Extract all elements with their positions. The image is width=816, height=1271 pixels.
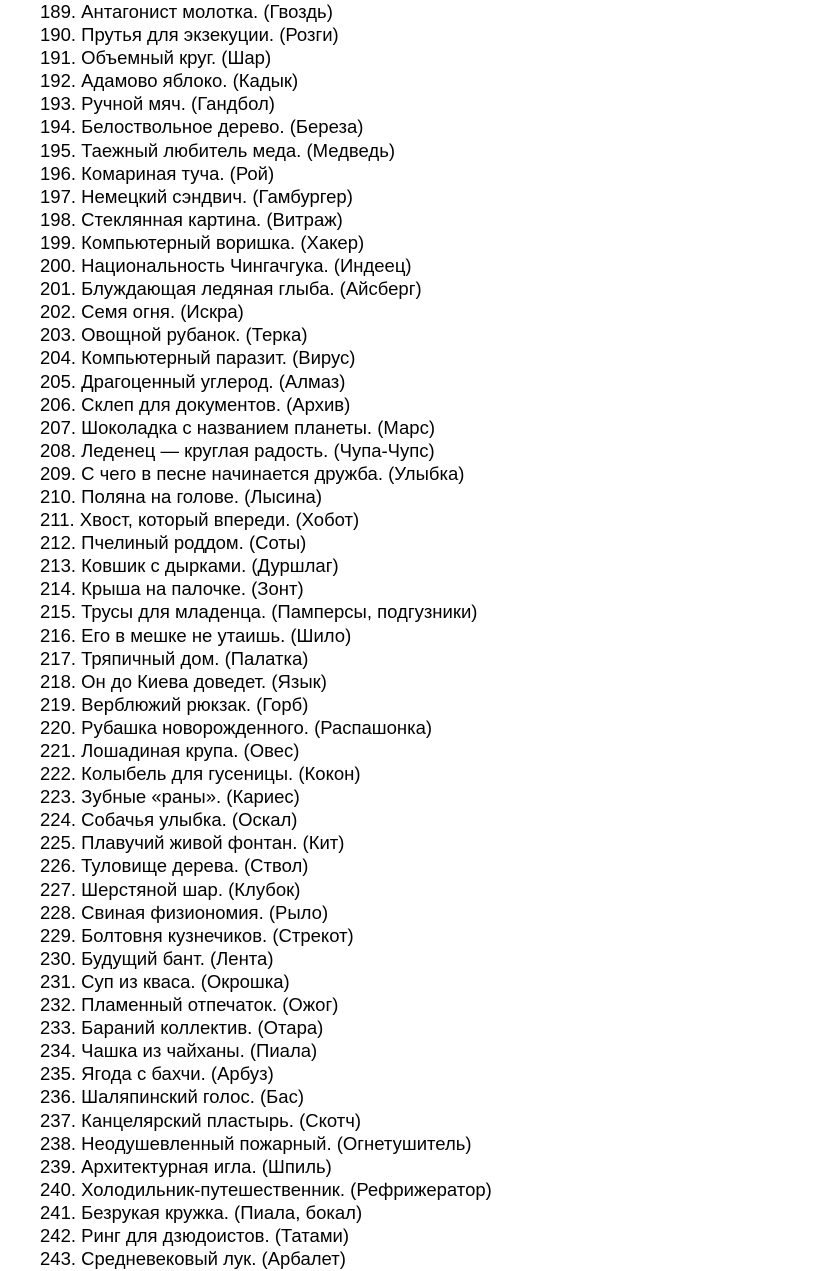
riddle-number: 198. [40, 208, 77, 230]
list-item [40, 139, 800, 162]
riddle-answer: (Распашонка) [314, 716, 433, 738]
riddle-question: Прутья для экзекуции. [81, 24, 275, 46]
list-item [40, 185, 800, 208]
riddle-number: 217. [40, 647, 77, 669]
riddle-answer: (Язык) [271, 670, 327, 692]
riddle-answer: (Овес) [243, 740, 300, 761]
riddle-question: Неодушевленный пожарный. [81, 1132, 332, 1154]
riddle-question: Бараний коллектив. [81, 1017, 253, 1039]
riddle-number: 239. [40, 1155, 77, 1177]
riddle-number: 202. [40, 301, 77, 323]
riddle-question: Леденец — круглая радость. [81, 439, 329, 461]
list-item [40, 462, 800, 485]
riddle-number: 240. [40, 1178, 77, 1200]
list-item [40, 508, 800, 531]
riddle-answer: (Хобот) [295, 509, 360, 531]
riddle-number: 214. [40, 578, 77, 600]
list-item [40, 970, 800, 993]
riddle-answer: (Памперсы, подгузники) [271, 601, 478, 623]
riddle-question: Комариная туча. [81, 162, 225, 184]
list-item [40, 716, 800, 739]
riddle-answer: (Искра) [180, 301, 244, 323]
list-item [40, 115, 800, 138]
list-item [40, 854, 800, 877]
riddle-answer: (Марс) [377, 416, 435, 438]
riddle-number: 197. [40, 185, 77, 207]
riddle-number: 210. [40, 485, 77, 507]
riddle-question: Свиная физиономия. [81, 901, 264, 923]
list-item [40, 1178, 800, 1201]
list-item [40, 600, 800, 623]
riddle-number: 229. [40, 924, 77, 946]
riddle-number: 227. [40, 878, 77, 900]
riddle-number: 206. [40, 393, 77, 415]
list-item [40, 370, 800, 393]
list-item [40, 1247, 800, 1270]
riddle-question: Белоствольное дерево. [81, 116, 285, 138]
riddle-answer: (Татами) [274, 1224, 350, 1246]
list-item [40, 231, 800, 254]
riddle-number: 205. [40, 370, 77, 392]
list-item [40, 1132, 800, 1155]
list-item [40, 993, 800, 1016]
list-item [40, 254, 800, 277]
riddle-question: Ковшик с дырками. [81, 555, 247, 577]
riddle-question: Канцелярский пластырь. [81, 1109, 294, 1131]
list-item [40, 762, 800, 785]
riddle-number: 199. [40, 231, 77, 253]
riddle-number: 193. [40, 93, 77, 115]
riddle-number: 230. [40, 947, 77, 969]
riddle-answer: (Айсберг) [339, 278, 422, 300]
riddle-number: 195. [40, 139, 77, 161]
list-item [40, 1155, 800, 1178]
riddle-answer: (Хакер) [300, 231, 365, 253]
list-item [40, 554, 800, 577]
list-item [40, 1085, 800, 1108]
riddle-number: 196. [40, 162, 77, 184]
riddle-question: Ринг для дзюдоистов. [81, 1224, 270, 1246]
riddle-answer: (Палатка) [224, 647, 309, 669]
list-item [40, 878, 800, 901]
riddle-question: Безрукая кружка. [81, 1201, 229, 1223]
riddle-answer: (Огнетушитель) [336, 1132, 472, 1154]
riddle-question: Трусы для младенца. [81, 601, 267, 623]
list-item [40, 46, 800, 69]
riddle-answer: (Окрошка) [200, 970, 290, 992]
riddle-question: Склеп для документов. [81, 393, 281, 415]
list-item [40, 785, 800, 808]
riddle-number: 236. [40, 1086, 77, 1108]
list-item [40, 162, 800, 185]
riddle-answer: (Кариес) [226, 786, 300, 808]
riddle-number: 191. [40, 47, 77, 69]
riddle-question: Поляна на голове. [81, 485, 240, 507]
list-item [40, 439, 800, 462]
riddle-answer: (Оскал) [231, 809, 298, 831]
riddle-number: 209. [40, 462, 77, 484]
riddle-answer: (Кокон) [298, 763, 361, 785]
riddle-number: 221. [40, 740, 77, 761]
riddle-number: 189. [40, 1, 77, 22]
list-item [40, 23, 800, 46]
riddle-answer: (Терка) [245, 324, 308, 346]
riddle-answer: (Рефрижератор) [350, 1178, 492, 1200]
riddle-answer: (Гамбургер) [252, 185, 353, 207]
riddle-number: 231. [40, 970, 77, 992]
riddle-number: 237. [40, 1109, 77, 1131]
riddle-number: 243. [40, 1248, 77, 1270]
riddle-answer: (Алмаз) [278, 370, 346, 392]
riddle-answer: (Кит) [302, 832, 345, 854]
riddle-question: Ручной мяч. [81, 93, 186, 115]
riddle-answer: (Пиала) [249, 1040, 318, 1062]
riddle-number: 204. [40, 347, 77, 369]
riddle-number: 228. [40, 901, 77, 923]
riddle-question: Немецкий сэндвич. [81, 185, 248, 207]
riddle-question: Он до Киева доведет. [81, 670, 267, 692]
riddle-number: 192. [40, 70, 77, 92]
document-page [40, 0, 800, 1270]
riddle-question: Шоколадка с названием планеты. [81, 416, 373, 438]
riddle-question: Колыбель для гусеницы. [81, 763, 294, 785]
riddle-question: Туловище дерева. [81, 855, 239, 877]
list-item [40, 92, 800, 115]
riddle-answer: (Лысина) [244, 485, 323, 507]
riddle-answer: (Рой) [229, 162, 275, 184]
riddle-list [40, 0, 800, 1270]
riddle-number: 219. [40, 693, 77, 715]
list-item [40, 208, 800, 231]
riddle-question: Стеклянная картина. [81, 208, 262, 230]
list-item [40, 924, 800, 947]
riddle-question: Пламенный отпечаток. [81, 994, 278, 1016]
list-item [40, 1016, 800, 1039]
riddle-question: Блуждающая ледяная глыба. [81, 278, 335, 300]
list-item [40, 485, 800, 508]
riddle-question: Компьютерный воришка. [81, 231, 296, 253]
list-item [40, 531, 800, 554]
list-item [40, 808, 800, 831]
riddle-number: 242. [40, 1224, 77, 1246]
riddle-number: 235. [40, 1063, 77, 1085]
riddle-question: Овощной рубанок. [81, 324, 241, 346]
riddle-number: 222. [40, 763, 77, 785]
list-item [40, 277, 800, 300]
riddle-question: Болтовня кузнечиков. [81, 924, 268, 946]
riddle-question: Верблюжий рюкзак. [81, 693, 251, 715]
riddle-answer: (Скотч) [299, 1109, 362, 1131]
riddle-answer: (Шпиль) [261, 1155, 332, 1177]
riddle-answer: (Чупа-Чупс) [333, 439, 435, 461]
riddle-answer: (Медведь) [306, 139, 395, 161]
riddle-question: Тряпичный дом. [81, 647, 220, 669]
riddle-question: Будущий бант. [81, 947, 205, 969]
riddle-number: 215. [40, 601, 77, 623]
riddle-number: 213. [40, 555, 77, 577]
list-item [40, 647, 800, 670]
riddle-answer: (Зонт) [251, 578, 304, 600]
riddle-answer: (Ствол) [244, 855, 309, 877]
riddle-answer: (Витраж) [266, 208, 343, 230]
list-item [40, 0, 800, 23]
riddle-question: Архитектурная игла. [81, 1155, 257, 1177]
riddle-answer: (Гвоздь) [263, 1, 333, 22]
list-item [40, 831, 800, 854]
riddle-question: Суп из кваса. [81, 970, 196, 992]
riddle-question: Плавучий живой фонтан. [81, 832, 298, 854]
riddle-answer: (Береза) [289, 116, 364, 138]
riddle-answer: (Арбалет) [261, 1248, 346, 1270]
riddle-answer: (Пиала, бокал) [234, 1201, 363, 1223]
riddle-number: 203. [40, 324, 77, 346]
riddle-number: 216. [40, 624, 77, 646]
riddle-question: Шаляпинский голос. [81, 1086, 255, 1108]
riddle-question: Драгоценный углерод. [81, 370, 274, 392]
riddle-number: 208. [40, 439, 77, 461]
list-item [40, 693, 800, 716]
riddle-answer: (Вирус) [292, 347, 356, 369]
riddle-answer: (Архив) [286, 393, 351, 415]
riddle-question: Пчелиный роддом. [81, 532, 244, 554]
riddle-number: 190. [40, 24, 77, 46]
riddle-question: Шерстяной шар. [81, 878, 223, 900]
riddle-question: Рубашка новорожденного. [81, 716, 309, 738]
riddle-number: 211. [40, 509, 75, 531]
riddle-answer: (Клубок) [228, 878, 301, 900]
riddle-answer: (Дуршлаг) [251, 555, 339, 577]
riddle-number: 218. [40, 670, 77, 692]
list-item [40, 624, 800, 647]
riddle-number: 200. [40, 255, 77, 277]
riddle-question: Холодильник-путешественник. [81, 1178, 346, 1200]
riddle-question: Крыша на палочке. [81, 578, 246, 600]
riddle-question: Ягода с бахчи. [81, 1063, 206, 1085]
riddle-answer: (Гандбол) [191, 93, 275, 115]
riddle-answer: (Шар) [221, 47, 272, 69]
riddle-number: 194. [40, 116, 77, 138]
riddle-answer: (Арбуз) [210, 1063, 274, 1085]
riddle-number: 238. [40, 1132, 77, 1154]
riddle-answer: (Лента) [209, 947, 274, 969]
list-item [40, 393, 800, 416]
riddle-question: Хвост, который впереди. [79, 509, 291, 531]
riddle-answer: (Кадык) [232, 70, 299, 92]
riddle-answer: (Шило) [290, 624, 352, 646]
list-item [40, 346, 800, 369]
riddle-answer: (Отара) [257, 1017, 324, 1039]
riddle-answer: (Соты) [248, 532, 307, 554]
list-item [40, 739, 800, 762]
riddle-number: 207. [40, 416, 77, 438]
riddle-answer: (Бас) [259, 1086, 304, 1108]
list-item [40, 69, 800, 92]
riddle-question: Средневековый лук. [81, 1248, 257, 1270]
riddle-question: Объемный круг. [81, 47, 217, 69]
list-item [40, 901, 800, 924]
list-item [40, 670, 800, 693]
riddle-answer: (Индеец) [333, 255, 412, 277]
riddle-number: 201. [40, 278, 77, 300]
riddle-answer: (Улыбка) [388, 462, 465, 484]
riddle-question: Лошадиная крупа. [81, 740, 239, 761]
riddle-number: 223. [40, 786, 77, 808]
list-item [40, 1201, 800, 1224]
riddle-number: 233. [40, 1017, 77, 1039]
riddle-answer: (Стрекот) [272, 924, 354, 946]
riddle-question: Таежный любитель меда. [81, 139, 302, 161]
riddle-question: Собачья улыбка. [81, 809, 227, 831]
list-item [40, 577, 800, 600]
riddle-question: Его в мешке не утаишь. [81, 624, 286, 646]
list-item [40, 416, 800, 439]
riddle-question: Чашка из чайханы. [81, 1040, 245, 1062]
list-item [40, 1062, 800, 1085]
list-item [40, 947, 800, 970]
riddle-number: 234. [40, 1040, 77, 1062]
riddle-number: 220. [40, 716, 77, 738]
riddle-question: Компьютерный паразит. [81, 347, 287, 369]
list-item [40, 1109, 800, 1132]
list-item [40, 1039, 800, 1062]
riddle-answer: (Горб) [256, 693, 309, 715]
riddle-question: Национальность Чингачгука. [81, 255, 329, 277]
riddle-question: Антагонист молотка. [81, 1, 259, 22]
riddle-number: 241. [40, 1201, 77, 1223]
riddle-number: 232. [40, 994, 77, 1016]
list-item [40, 300, 800, 323]
riddle-question: Адамово яблоко. [81, 70, 228, 92]
riddle-number: 225. [40, 832, 77, 854]
riddle-answer: (Ожог) [282, 994, 339, 1016]
riddle-answer: (Розги) [279, 24, 339, 46]
riddle-answer: (Рыло) [268, 901, 329, 923]
riddle-question: Семя огня. [81, 301, 176, 323]
riddle-number: 224. [40, 809, 77, 831]
list-item [40, 1224, 800, 1247]
riddle-question: С чего в песне начинается дружба. [81, 462, 383, 484]
list-item [40, 323, 800, 346]
riddle-question: Зубные «раны». [81, 786, 222, 808]
riddle-number: 226. [40, 855, 77, 877]
riddle-number: 212. [40, 532, 77, 554]
